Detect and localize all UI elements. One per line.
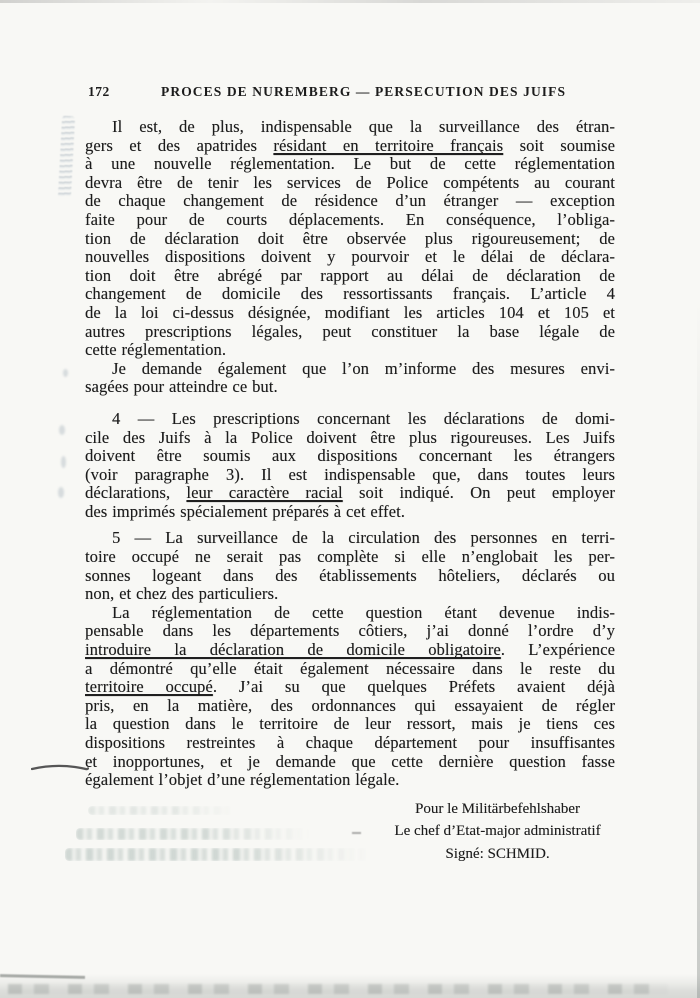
margin-smudge [58, 487, 64, 498]
text-segment: et inopportunes, et je demande que cette dernière question fasse [85, 751, 615, 771]
underlined-phrase: leur caractère racial [186, 483, 343, 503]
scan-speck [352, 832, 361, 834]
text-line [85, 304, 615, 323]
scan-edge-bottom [0, 974, 700, 998]
paragraph [85, 360, 615, 397]
text-line [85, 267, 615, 286]
text-line [85, 230, 615, 249]
paragraph [85, 118, 615, 360]
text-segment: soit soumise [503, 135, 615, 155]
text-line [85, 323, 615, 342]
text-line [85, 378, 615, 397]
text-line [85, 503, 615, 522]
text-segment: la question dans le territoire de leur ressort, mais je tiens ces [85, 714, 615, 734]
text-line [85, 410, 615, 429]
text-segment: sonnes logeant dans des établissements hôteliers, déclarés ou [85, 565, 615, 585]
text-line [85, 285, 615, 304]
text-segment: sagées pour atteindre ce but. [85, 377, 278, 397]
text-segment: . L’expérience [500, 640, 615, 660]
text-segment: changement de domicile des ressortissants français. L’article 4 [85, 284, 615, 304]
text-segment: Il est, de plus, indispensable que la surveillance des étran- [112, 117, 615, 136]
running-header-title: PROCES DE NUREMBERG — PERSECUTION DES JUIFS [161, 84, 567, 99]
text-line [85, 248, 615, 267]
text-segment: devra être de tenir les services de Police compétents au courant [85, 172, 615, 192]
text-line [85, 585, 615, 604]
text-line [85, 567, 615, 586]
signature-line: Pour le Militärbefehlshaber [415, 801, 580, 817]
text-line [85, 137, 615, 156]
text-line [85, 155, 615, 174]
document-body [85, 118, 615, 790]
text-segment: pensable dans les départements côtiers, j’ai donné l’ordre d’y [85, 621, 615, 641]
text-segment: déclarations, [85, 483, 187, 503]
text-segment: pris, en la matière, des ordonnances qui essayaient de régler [85, 695, 615, 715]
text-segment: gers et des apatrides [85, 135, 274, 155]
text-segment: nouvelles dispositions doivent y pourvoir et le délai de déclara- [85, 247, 615, 267]
text-segment: cette réglementation. [85, 340, 227, 360]
text-segment: également l’objet d’une réglementation légale. [85, 770, 400, 790]
text-segment: toire occupé ne serait pas complète si elle n’englobait les per- [85, 547, 615, 567]
text-segment: de chaque changement de résidence d’un étranger — exception [85, 191, 615, 211]
text-line [85, 604, 615, 623]
text-segment: des imprimés spécialement préparés à cet effet. [85, 501, 405, 521]
scan-edge-top [0, 0, 700, 3]
text-line [85, 118, 615, 137]
text-segment: cile des Juifs à la Police doivent être plus rigoureuses. Les Juifs [85, 427, 615, 447]
text-segment: de la loi ci-dessus désignée, modifiant les articles 104 et 105 et [85, 302, 615, 322]
text-segment: soit indiqué. On peut employer [342, 483, 615, 503]
paragraph [85, 529, 615, 603]
text-line [85, 447, 615, 466]
text-segment: 4 — Les prescriptions concernant les déclarations de domi- [112, 408, 615, 428]
margin-smudge [63, 369, 68, 377]
text-line [85, 529, 615, 548]
text-segment: autres prescriptions légales, peut constituer la base légale de [85, 321, 615, 341]
text-line [85, 192, 615, 211]
margin-smudge [61, 456, 66, 468]
paragraph [85, 604, 615, 790]
text-segment: (voir paragraphe 3). Il est indispensable que, dans toutes leurs [85, 464, 615, 484]
page-number: 172 [88, 84, 110, 99]
text-segment: à une nouvelle réglementation. Le but de cette réglementation [85, 154, 615, 174]
margin-smudge [59, 425, 65, 435]
signature-block [340, 798, 655, 865]
text-line [85, 697, 615, 716]
text-segment: a démontré qu’elle était également nécessaire dans le reste du [85, 658, 615, 678]
scan-edge-mottle [8, 984, 668, 994]
margin-stamp [58, 116, 75, 199]
signature-line: Le chef d’Etat-major administratif [394, 823, 601, 839]
pencil-mark-stroke [31, 763, 89, 773]
text-line [85, 622, 615, 641]
text-segment: non, et chez des particuliers. [85, 584, 279, 604]
text-line [85, 715, 615, 734]
bleed-through-line [65, 848, 370, 861]
text-segment: Je demande également que l’on m’informe des mesures envi- [112, 358, 615, 378]
text-line [85, 771, 615, 790]
text-segment: 5 — La surveillance de la circulation des personnes en terri- [112, 528, 615, 548]
text-line [85, 211, 615, 230]
underlined-phrase: introduire la déclaration de domicile obligatoire [85, 640, 501, 660]
text-line [85, 429, 615, 448]
bleed-through-line [76, 828, 311, 840]
running-header [0, 84, 700, 102]
text-line [85, 174, 615, 193]
text-segment: doivent être soumis aux dispositions concernant les étrangers [85, 446, 615, 466]
text-line [85, 341, 615, 360]
text-line [85, 734, 615, 753]
text-line [85, 660, 615, 679]
text-line [85, 641, 615, 660]
underlined-phrase: résidant en territoire français [273, 135, 504, 155]
text-segment: . J’ai su que quelques Préfets avaient déjà [212, 677, 615, 697]
text-segment: tion doit être abrégé par rapport au délai de déclaration de [85, 265, 615, 285]
text-line [85, 360, 615, 379]
pencil-mark [31, 760, 89, 778]
text-line [85, 678, 615, 697]
text-segment: faite pour de courts déplacements. En conséquence, l’obliga- [85, 209, 615, 229]
bleed-through-line [88, 806, 238, 815]
text-segment: tion de déclaration doit être observée plus rigoureusement; de [85, 228, 615, 248]
text-segment: dispositions restreintes à chaque département pour insuffisantes [85, 733, 615, 752]
paragraph [85, 410, 615, 522]
text-line [85, 484, 615, 503]
text-line [85, 466, 615, 485]
signature-line: Signé: SCHMID. [445, 846, 550, 862]
text-line [85, 548, 615, 567]
text-segment: La réglementation de cette question étant devenue indis- [112, 602, 615, 622]
underlined-phrase: territoire occupé [85, 677, 213, 697]
text-line [85, 753, 615, 772]
